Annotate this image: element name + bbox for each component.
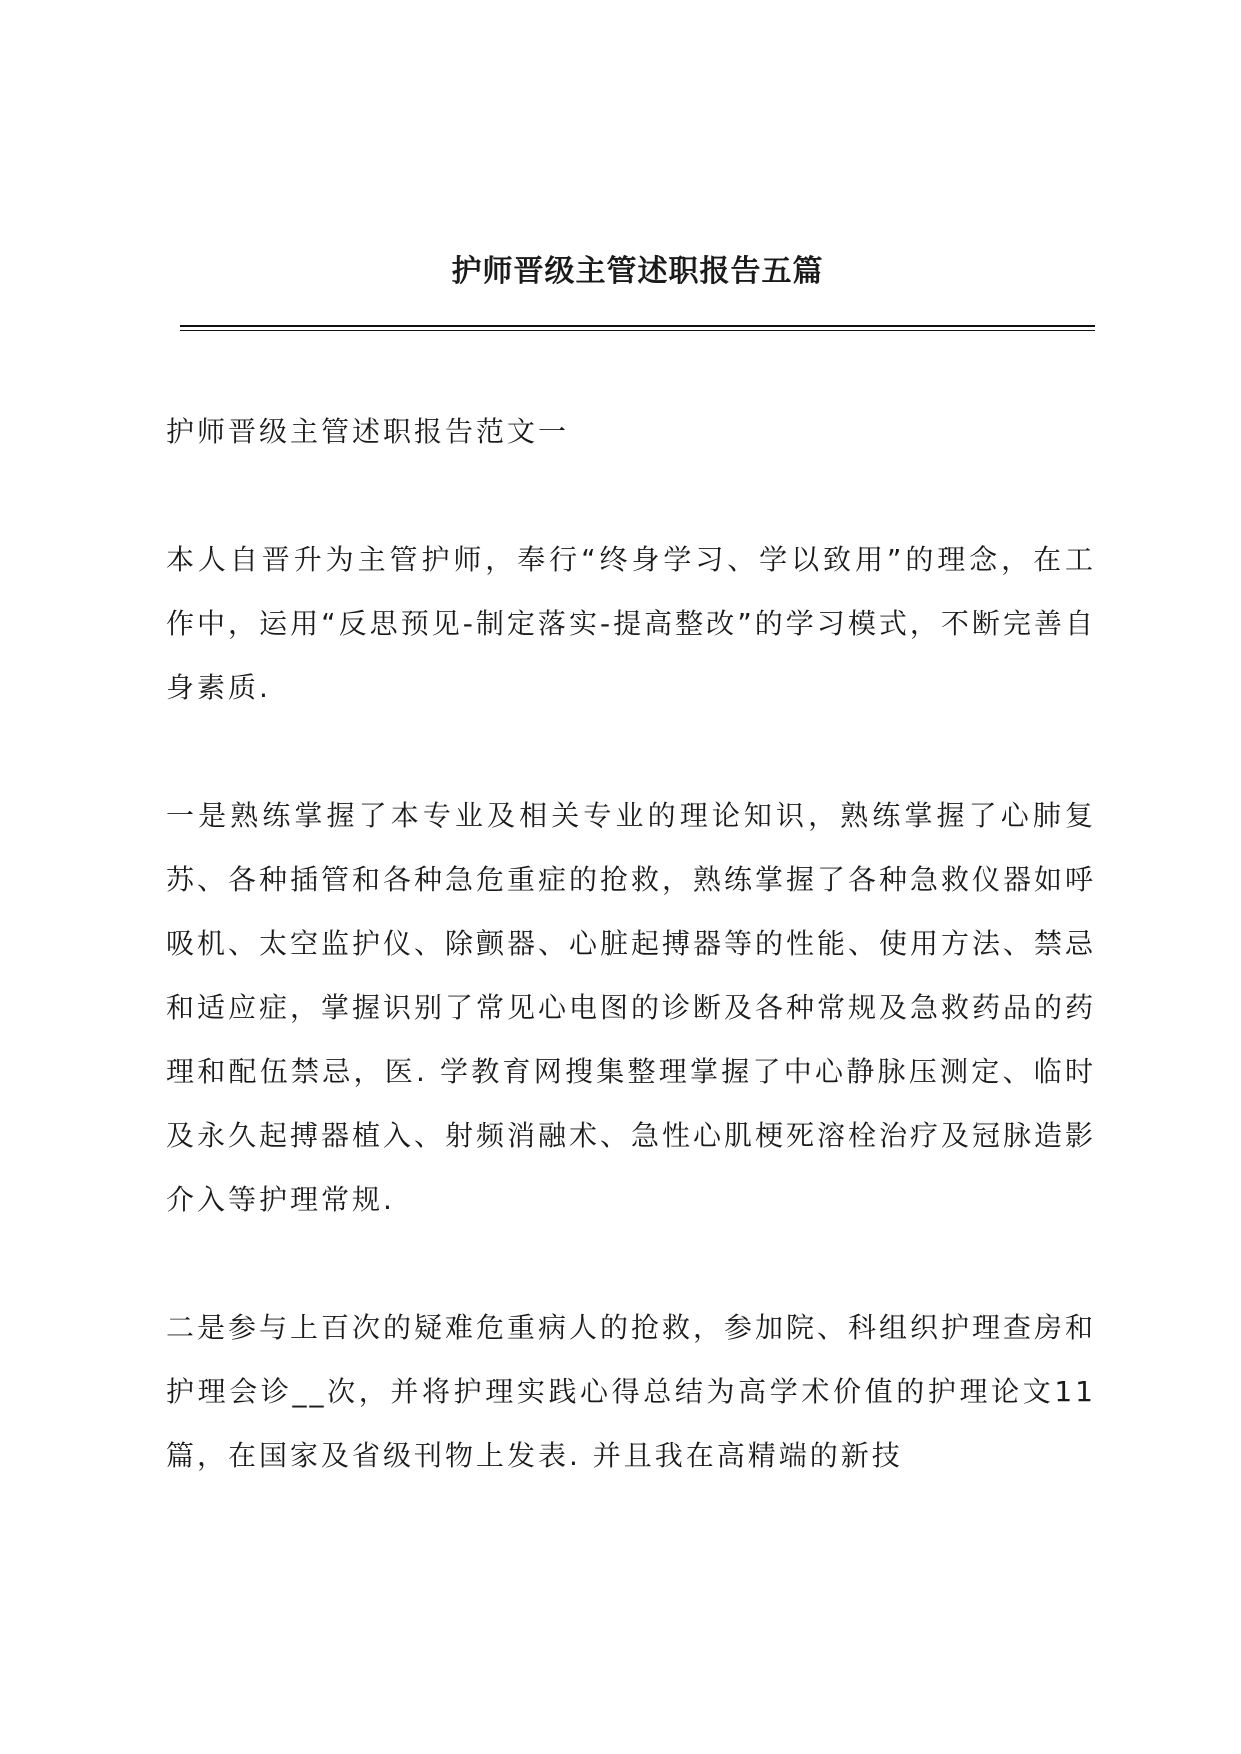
section-heading: 护师晋级主管述职报告范文一	[166, 415, 570, 448]
paragraph-second-point: 二是参与上百次的疑难危重病人的抢救，参加院、科组织护理查房和护理会诊__次，并将护理实践心得总结为高学术价值的护理论文11篇，在国家及省级刊物上发表. 并且我在高精端的新技	[166, 1311, 1097, 1472]
paragraph-first-point: 一是熟练掌握了本专业及相关专业的理论知识，熟练掌握了心肺复苏、各种插管和各种急危重症的抢救，熟练掌握了各种急救仪器如呼吸机、太空监护仪、除颤器、心脏起搏器等的性能、使用方法、禁忌和适应症，掌握识别了常见心电图的诊断及各种常规及急救药品的药理和配伍禁忌，医. 学教育网搜集整理掌握了中心静脉压测定、临时及永久起搏器植入、射频消融术、急性心肌梗死溶栓治疗及冠脉造影介入等护理常规.	[166, 799, 1097, 1216]
title-divider-secondary	[180, 330, 1095, 331]
paragraph-intro: 本人自晋升为主管护师，奉行“终身学习、学以致用”的理念，在工作中，运用“反思预见-制定落实-提高整改”的学习模式，不断完善自身素质.	[166, 543, 1096, 704]
document-body	[166, 400, 1096, 1488]
document-title: 护师晋级主管述职报告五篇	[451, 254, 824, 289]
title-divider	[180, 325, 1095, 327]
